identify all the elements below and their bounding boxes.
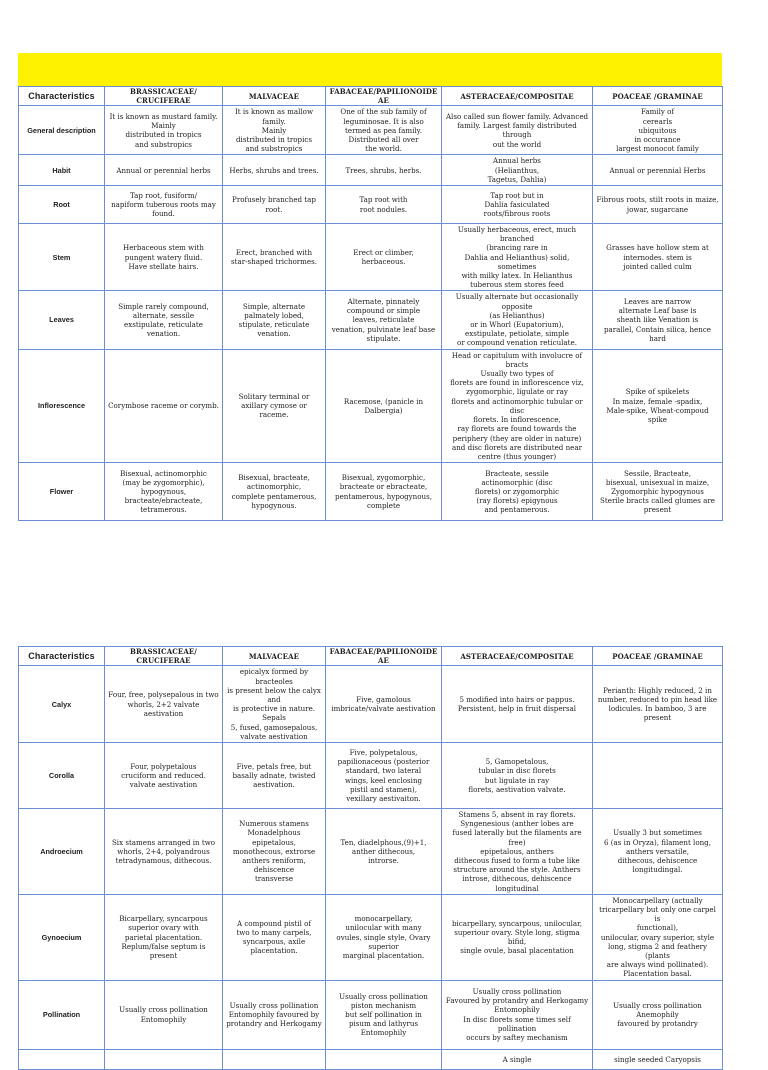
table-row (19, 666, 723, 743)
row-label: Androecium (19, 809, 105, 895)
table-cell: A single (442, 1049, 593, 1069)
header-malvaceae: MALVACEAE (223, 87, 326, 106)
table-cell: Alternate, pinnately compound or simple leaves, reticulate venation, pulvinate leaf base stipulate. (326, 291, 442, 349)
header-row (19, 87, 723, 106)
table-cell: Also called sun flower family. Advanced family. Largest family distributed through out the world (442, 106, 593, 155)
table-cell: Leaves are narrow alternate Leaf base is sheath like Venation is parallel, Contain silica, hence hard (593, 291, 723, 349)
table-cell: Simple rarely compound, alternate, sessile exstipulate, reticulate venation. (105, 291, 223, 349)
table-cell: Herbaceous stem with pungent watery fluid. Have stellate hairs. (105, 224, 223, 291)
table-row (19, 106, 723, 155)
header-fabaceae: FABACEAE/PAPILIONOIDEAE (326, 87, 442, 106)
row-label: Flower (19, 463, 105, 521)
table-cell: Head or capitulum with involucre of bracts Usually two types of florets are found in inflorescence viz, zygomorphic, ligulate or ray florets and actinomorphic tubular or disc florets. In inflorescence, ray florets are found towards the periphery (they are older in nature) and disc florets are distributed near centre (thus younger) (442, 349, 593, 462)
table-cell: Five, gamolous imbricate/valvate aestivation (326, 666, 442, 743)
table-cell: It is known as mallow family. Mainly distributed in tropics and substropics (223, 106, 326, 155)
table-cell: Six stamens arranged in two whorls, 2+4, polyandrous tetradynamous, dithecous. (105, 809, 223, 895)
table-cell: Bisexual, zygomorphic, bracteate or ebracteate, pentamerous, hypogynous, complete (326, 463, 442, 521)
table-cell: Four, polypetalous cruciform and reduced. valvate aestivation (105, 743, 223, 809)
table-row (19, 894, 723, 980)
table-cell: Usually cross pollination Entomophily (105, 980, 223, 1049)
table-cell: Usually alternate but occasionally opposite (as Helianthus) or in Whorl (Eupatorium), exstipulate, petiolate, simple or compound venation reticulate. (442, 291, 593, 349)
table-cell: Five, petals free, but basally adnate, twisted aestivation. (223, 743, 326, 809)
table-cell: Usually cross pollination Favoured by protandry and Herkogamy Entomophily In disc florets some times self pollination occurs by saftey mechanism (442, 980, 593, 1049)
table-cell: Usually cross pollination Entomophily favoured by protandry and Herkogamy (223, 980, 326, 1049)
table-body (19, 666, 723, 1069)
table-row (19, 155, 723, 186)
table-cell: Spike of spikelets In maize, female -spadix, Male-spike, Wheat-compoud spike (593, 349, 723, 462)
table-cell: Sessile, Bracteate, bisexual, unisexual in maize, Zygomorphic hypogynous Sterile bracts called glumes are present (593, 463, 723, 521)
header-poaceae: POACEAE /GRAMINAE (593, 87, 723, 106)
table-cell: Ten, diadelphous,(9)+1, anther dithecous, introrse. (326, 809, 442, 895)
header-row (19, 647, 723, 666)
table-cell: 5 modified into hairs or pappus. Persistent, help in fruit dispersal (442, 666, 593, 743)
table-cell: Annual herbs (Helianthus, Tagetus, Dahlia) (442, 155, 593, 186)
table-cell (593, 743, 723, 809)
table-cell: Usually cross pollination piston mechanism but self pollination in pisum and lathyrus Entomophily (326, 980, 442, 1049)
table-cell: Five, polypetalous, papilionaceous (posterior standard, two lateral wings, keel enclosing pistil and stamen), vexillary aestivaiton. (326, 743, 442, 809)
table-cell: Usually herbaceous, erect, much branched (brancing rare in Dahlia and Helianthus) solid, sometimes with milky latex. In Helianthus tuberous stem stores feed (442, 224, 593, 291)
table-cell: Simple, alternate palmately lobed, stipulate, reticulate venation. (223, 291, 326, 349)
table-cell: Perianth: Highly reduced, 2 in number, reduced to pin head like lodicules. In bamboo, 3 are present (593, 666, 723, 743)
header-poaceae: POACEAE /GRAMINAE (593, 647, 723, 666)
header-malvaceae: MALVACEAE (223, 647, 326, 666)
table-cell: Four, free, polysepalous in two whorls, 2+2 valvate aestivation (105, 666, 223, 743)
table-cell: Trees, shrubs, herbs. (326, 155, 442, 186)
table-cell: Tap root, fusiform/ napiform tuberous roots may found. (105, 186, 223, 224)
table-row (19, 743, 723, 809)
families-table-part-2 (18, 646, 723, 1070)
header-asteraceae: ASTERACEAE/COMPOSITAE (442, 647, 593, 666)
table-cell: Monocarpellary (actually tricarpellary but only one carpel is functional), unilocular, ovary superior, style long, stigma 2 and feathery (plants are always wind pollinated). Placentation basal. (593, 894, 723, 980)
table-cell: A compound pistil of two to many carpels, syncarpous, axile placentation. (223, 894, 326, 980)
header-fabaceae: FABACEAE/PAPILIONOIDEAE (326, 647, 442, 666)
table-cell: Bisexual, actinomorphic (may be zygomorphic), hypogynous, bracteate/ebracteate, tetramerous. (105, 463, 223, 521)
table-cell: Bracteate, sessile actinomorphic (disc florets) or zygomorphic (ray florets) epigynous and pentamerous. (442, 463, 593, 521)
row-label: Habit (19, 155, 105, 186)
row-label: Inflorescence (19, 349, 105, 462)
table-cell (105, 1049, 223, 1069)
row-label: General description (19, 106, 105, 155)
row-label: Calyx (19, 666, 105, 743)
table-cell: epicalyx formed by bracteoles is present below the calyx and is protective in nature. Sepals 5, fused, gamosepalous, valvate aestivation (223, 666, 326, 743)
table-cell (326, 1049, 442, 1069)
table-cell: Erect or climber, herbaceous. (326, 224, 442, 291)
table-cell: single seeded Caryopsis (593, 1049, 723, 1069)
header-characteristics: Characteristics (19, 647, 105, 666)
table-row (19, 980, 723, 1049)
row-label: Pollination (19, 980, 105, 1049)
table-cell: Solitary terminal or axillary cymose or raceme. (223, 349, 326, 462)
header-brassicaceae: BRASSICACEAE/ CRUCIFERAE (105, 87, 223, 106)
table-row (19, 463, 723, 521)
table-cell: Grasses have hollow stem at internodes. stem is jointed called culm (593, 224, 723, 291)
table-cell: 5, Gamopetalous, tubular in disc florets but ligulate in ray florets, aestivation valvate. (442, 743, 593, 809)
table-cell: Fibrous roots, stilt roots in maize, jowar, sugarcane (593, 186, 723, 224)
table-cell: bicarpellary, syncarpous, unilocular, superiour ovary. Style long, stigma bifid, single ovule, basal placentation (442, 894, 593, 980)
row-label (19, 1049, 105, 1069)
table-row (19, 349, 723, 462)
table-row (19, 291, 723, 349)
table-cell (223, 1049, 326, 1069)
title-banner (18, 53, 722, 86)
table-cell: It is known as mustard family. Mainly distributed in tropics and substropics (105, 106, 223, 155)
table-cell: One of the sub family of leguminosae. It is also termed as pea family. Distributed all over the world. (326, 106, 442, 155)
header-asteraceae: ASTERACEAE/COMPOSITAE (442, 87, 593, 106)
table-row (19, 224, 723, 291)
table-cell: monocarpellary, unilocular with many ovules, single style, Ovary superior marginal placentation. (326, 894, 442, 980)
row-label: Stem (19, 224, 105, 291)
table-cell: Family of cerearls ubiquitous in occurance largest monocot family (593, 106, 723, 155)
table-cell: Tap root but in Dahlia fasiculated roots/fibrous roots (442, 186, 593, 224)
table-cell: Bicarpellary, syncarpous superior ovary with parietal placentation. Replum/false septum is present (105, 894, 223, 980)
row-label: Corolla (19, 743, 105, 809)
table-cell: Corymbose raceme or corymb. (105, 349, 223, 462)
header-characteristics: Characteristics (19, 87, 105, 106)
table-row (19, 186, 723, 224)
table-cell: Bisexual, bracteate, actinomorphic, complete pentamerous, hypogynous. (223, 463, 326, 521)
families-table-part-1 (18, 86, 723, 521)
table-cell: Erect, branched with star-shaped trichormes. (223, 224, 326, 291)
table-cell: Tap root with root nodules. (326, 186, 442, 224)
table-cell: Annual or perennial Herbs (593, 155, 723, 186)
header-brassicaceae: BRASSICACEAE/ CRUCIFERAE (105, 647, 223, 666)
table-cell: Numerous stamens Monadelphous epipetalous, monothecous, extrorse anthers reniform, dehiscence transverse (223, 809, 326, 895)
table-cell: Profusely branched tap root. (223, 186, 326, 224)
table-cell: Annual or perennial herbs (105, 155, 223, 186)
table-row (19, 1049, 723, 1069)
table-body (19, 106, 723, 521)
table-cell: Racemose, (panicle in Dalbergia) (326, 349, 442, 462)
row-label: Leaves (19, 291, 105, 349)
table-cell: Usually cross pollination Anemophily favoured by protandry (593, 980, 723, 1049)
table-cell: Usually 3 but sometimes 6 (as in Oryza), filament long, anthers versatile, dithecous, dehiscence longitudingal. (593, 809, 723, 895)
table-cell: Stamens 5, absent in ray florets. Syngenesious (anther lobes are fused laterally but the filaments are free) epipetalous, anthers dithecous fused to form a tube like structure around the style. Anthers introse, dithecous, dehiscence longitudinal (442, 809, 593, 895)
table-cell: Herbs, shrubs and trees. (223, 155, 326, 186)
row-label: Gynoecium (19, 894, 105, 980)
row-label: Root (19, 186, 105, 224)
table-row (19, 809, 723, 895)
